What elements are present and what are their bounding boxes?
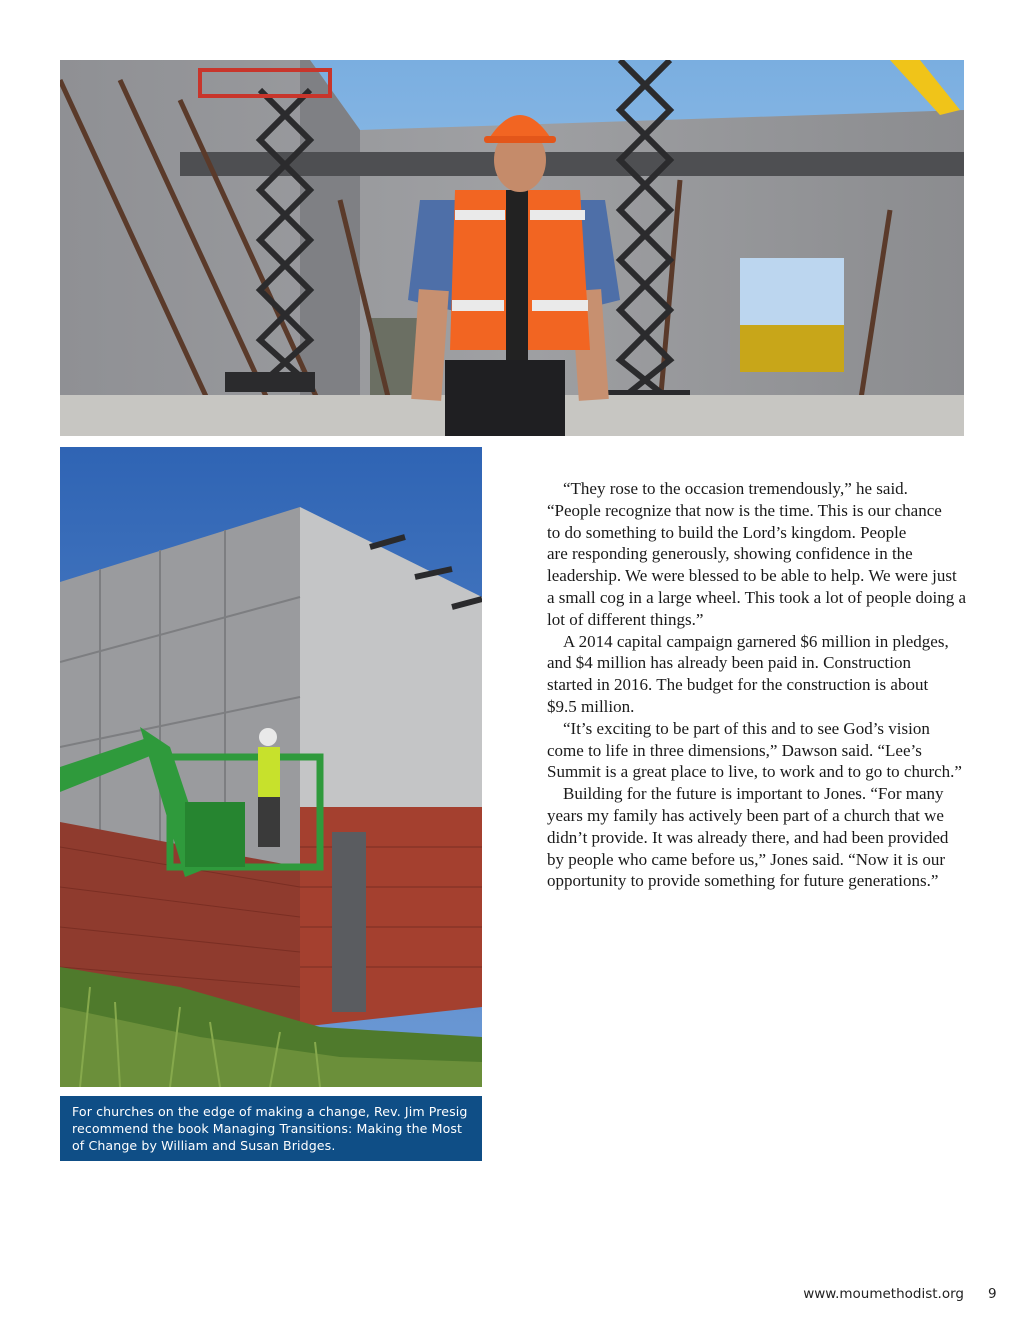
- paragraph: [531, 631, 967, 718]
- text-line: and $4 million has already been paid in. Construction: [547, 653, 912, 673]
- text-line: $9.5 million.: [547, 696, 635, 716]
- paragraph: [531, 783, 967, 892]
- photo-caption: [60, 1096, 482, 1161]
- text-line: a small cog in a large wheel. This took a lot of people doing a: [547, 587, 967, 607]
- page-number: 9: [988, 1286, 997, 1302]
- text-line: years my family has actively been part of a church that we: [547, 805, 944, 825]
- text-line: are responding generously, showing confidence in the: [547, 544, 913, 564]
- text-line: opportunity to provide something for future generations.”: [547, 871, 939, 891]
- paragraph: [531, 718, 967, 783]
- text-line: lot of different things.”: [547, 609, 704, 629]
- text-line: Building for the future is important to Jones. “For many: [563, 784, 944, 804]
- text-line: by people who came before us,” Jones said. “Now it is our: [547, 849, 945, 869]
- text-line: come to life in three dimensions,” Dawson said. “Lee’s: [547, 740, 922, 760]
- footer-website-url: www.moumethodist.org: [803, 1286, 964, 1302]
- text-line: didn’t provide. It was already there, and had been provided: [547, 827, 949, 847]
- article-body: [531, 478, 967, 892]
- text-line: to do something to build the Lord’s kingdom. People: [547, 522, 907, 542]
- text-line: A 2014 capital campaign garnered $6 million in pledges,: [563, 631, 949, 651]
- text-line: Summit is a great place to live, to work and to go to church.”: [547, 762, 962, 782]
- text-line: started in 2016. The budget for the construction is about: [547, 675, 929, 695]
- paragraph: [531, 478, 967, 631]
- caption-text: For churches on the edge of making a change, Rev. Jim Presig recommend the book Managing Transitions: Making the Most of Change by William and Susan Bridges.: [72, 1104, 468, 1153]
- building-lift-photo: [60, 447, 482, 1087]
- text-line: “They rose to the occasion tremendously,” he said.: [563, 479, 908, 498]
- text-line: “It’s exciting to be part of this and to see God’s vision: [563, 718, 930, 738]
- construction-worker-photo: [60, 60, 964, 436]
- text-line: “People recognize that now is the time. This is our chance: [547, 500, 942, 520]
- text-line: leadership. We were blessed to be able to help. We were just: [547, 566, 957, 586]
